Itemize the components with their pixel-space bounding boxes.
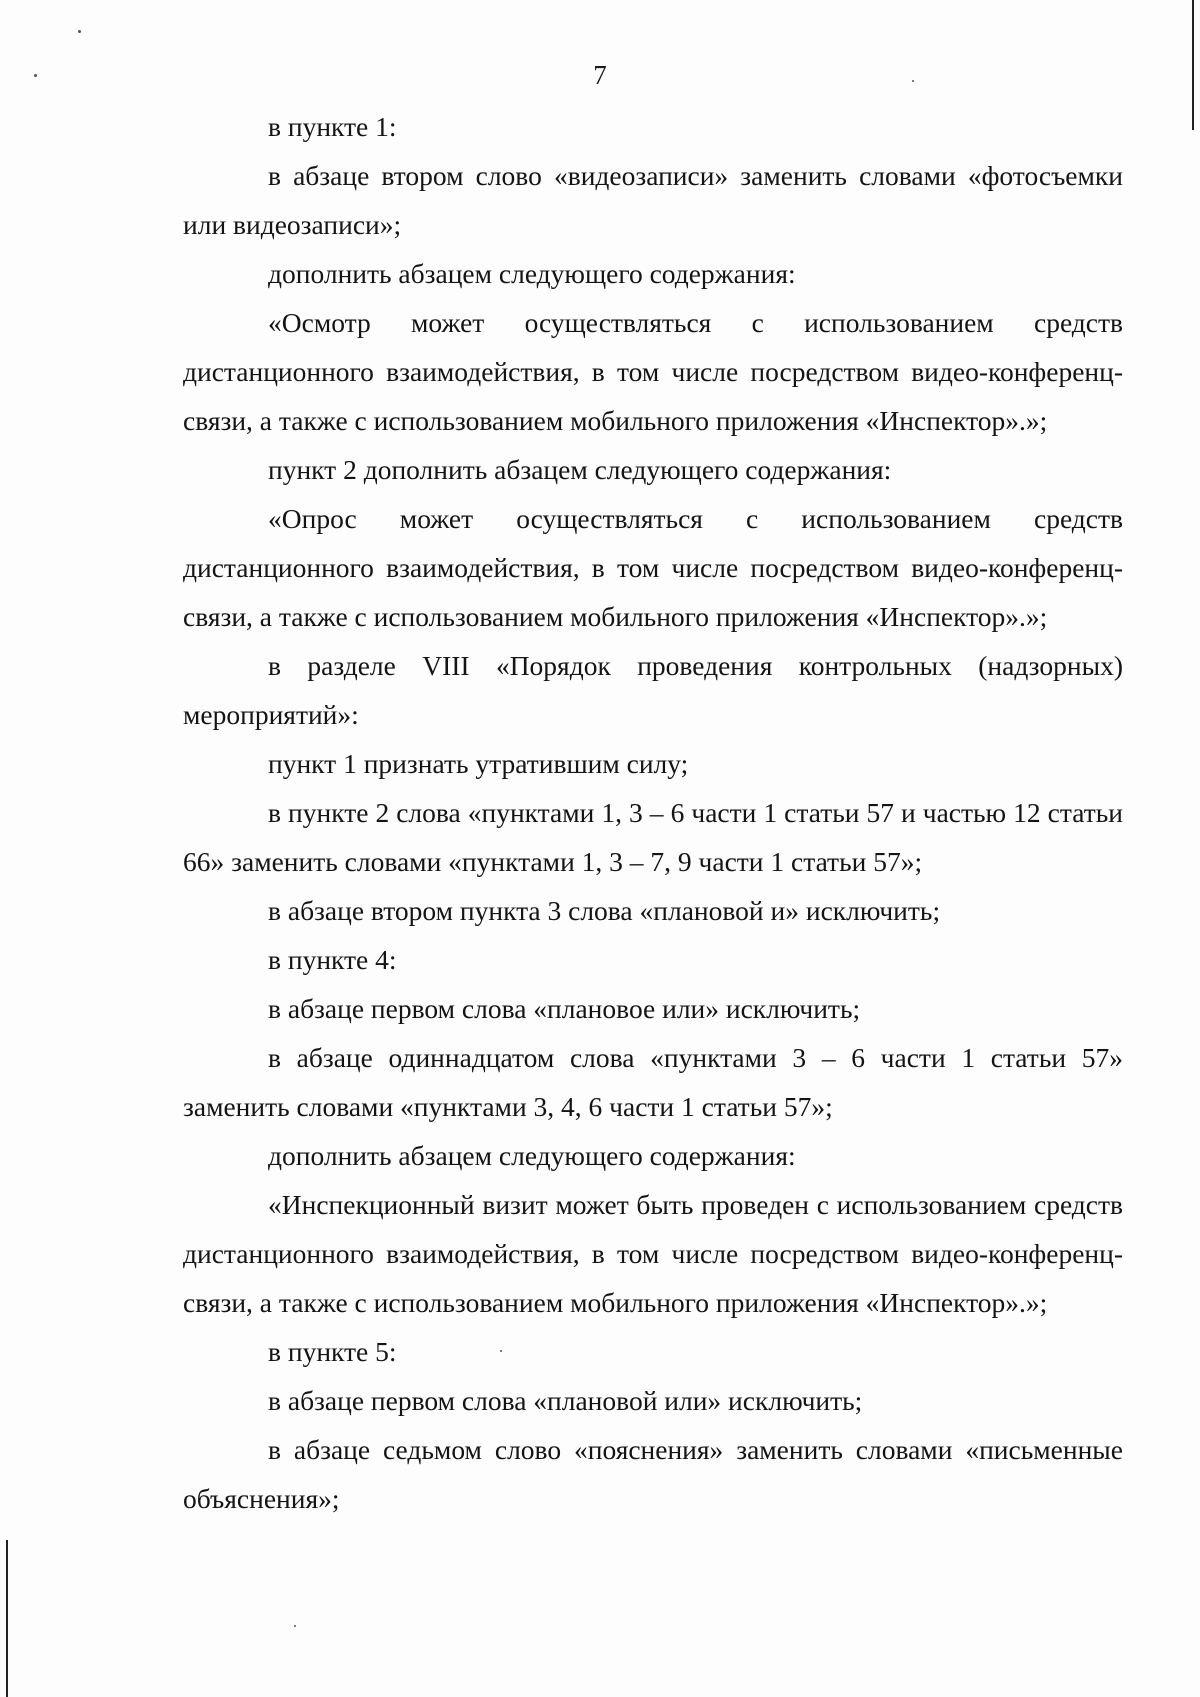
paragraph: дополнить абзацем следующего содержания: [268,1140,796,1171]
scan-speck [294,1625,296,1627]
paragraph: пункт 1 признать утратившим силу; [268,748,689,779]
paragraph: дополнить абзацем следующего содержания: [268,258,796,289]
paragraph: в пункте 2 слова «пунктами 1, 3 – 6 части 1 статьи 57 и частью 12 статьи 66» заменить словами «пунктами 1, 3 – 7, 9 части 1 статьи 57»; [183,797,1123,877]
paragraph: «Инспекционный визит может быть проведен с использованием средств дистанционного взаимодействия, в том числе посредством видео-конференц-связи, а также с использованием мобильного приложения «Инспектор».»; [183,1189,1123,1318]
paragraph: в абзаце седьмом слово «пояснения» заменить словами «письменные объяснения»; [183,1434,1123,1514]
paragraph: «Опрос может осуществляться с использованием средств дистанционного взаимодействия, в том числе посредством видео-конференц-связи, а также с использованием мобильного приложения «Инспектор».»; [183,503,1123,632]
paragraph: в абзаце втором слово «видеозаписи» заменить словами «фотосъемки или видеозаписи»; [183,160,1123,240]
paragraph: «Осмотр может осуществляться с использованием средств дистанционного взаимодействия, в том числе посредством видео-конференц-связи, а также с использованием мобильного приложения «Инспектор».»; [183,307,1123,436]
paragraph: в пункте 4: [268,944,397,975]
paragraph: в абзаце втором пункта 3 слова «плановой и» исключить; [268,895,941,926]
document-body [183,102,1123,1523]
paragraph: в абзаце первом слова «плановое или» исключить; [268,993,861,1024]
paragraph: в пункте 1: [268,111,397,142]
paragraph: в абзаце одиннадцатом слова «пунктами 3 – 6 части 1 статьи 57» заменить словами «пунктами 3, 4, 6 части 1 статьи 57»; [183,1042,1123,1122]
page-number: 7 [593,60,607,90]
paragraph: в пункте 5: [268,1336,397,1367]
paragraph: в абзаце первом слова «плановой или» исключить; [268,1385,863,1416]
scan-speck [78,30,81,33]
paragraph: пункт 2 дополнить абзацем следующего содержания: [268,454,892,485]
scan-edge-left [6,1540,8,1697]
paragraph: в разделе VIII «Порядок проведения контрольных (надзорных) мероприятий»: [183,650,1123,730]
